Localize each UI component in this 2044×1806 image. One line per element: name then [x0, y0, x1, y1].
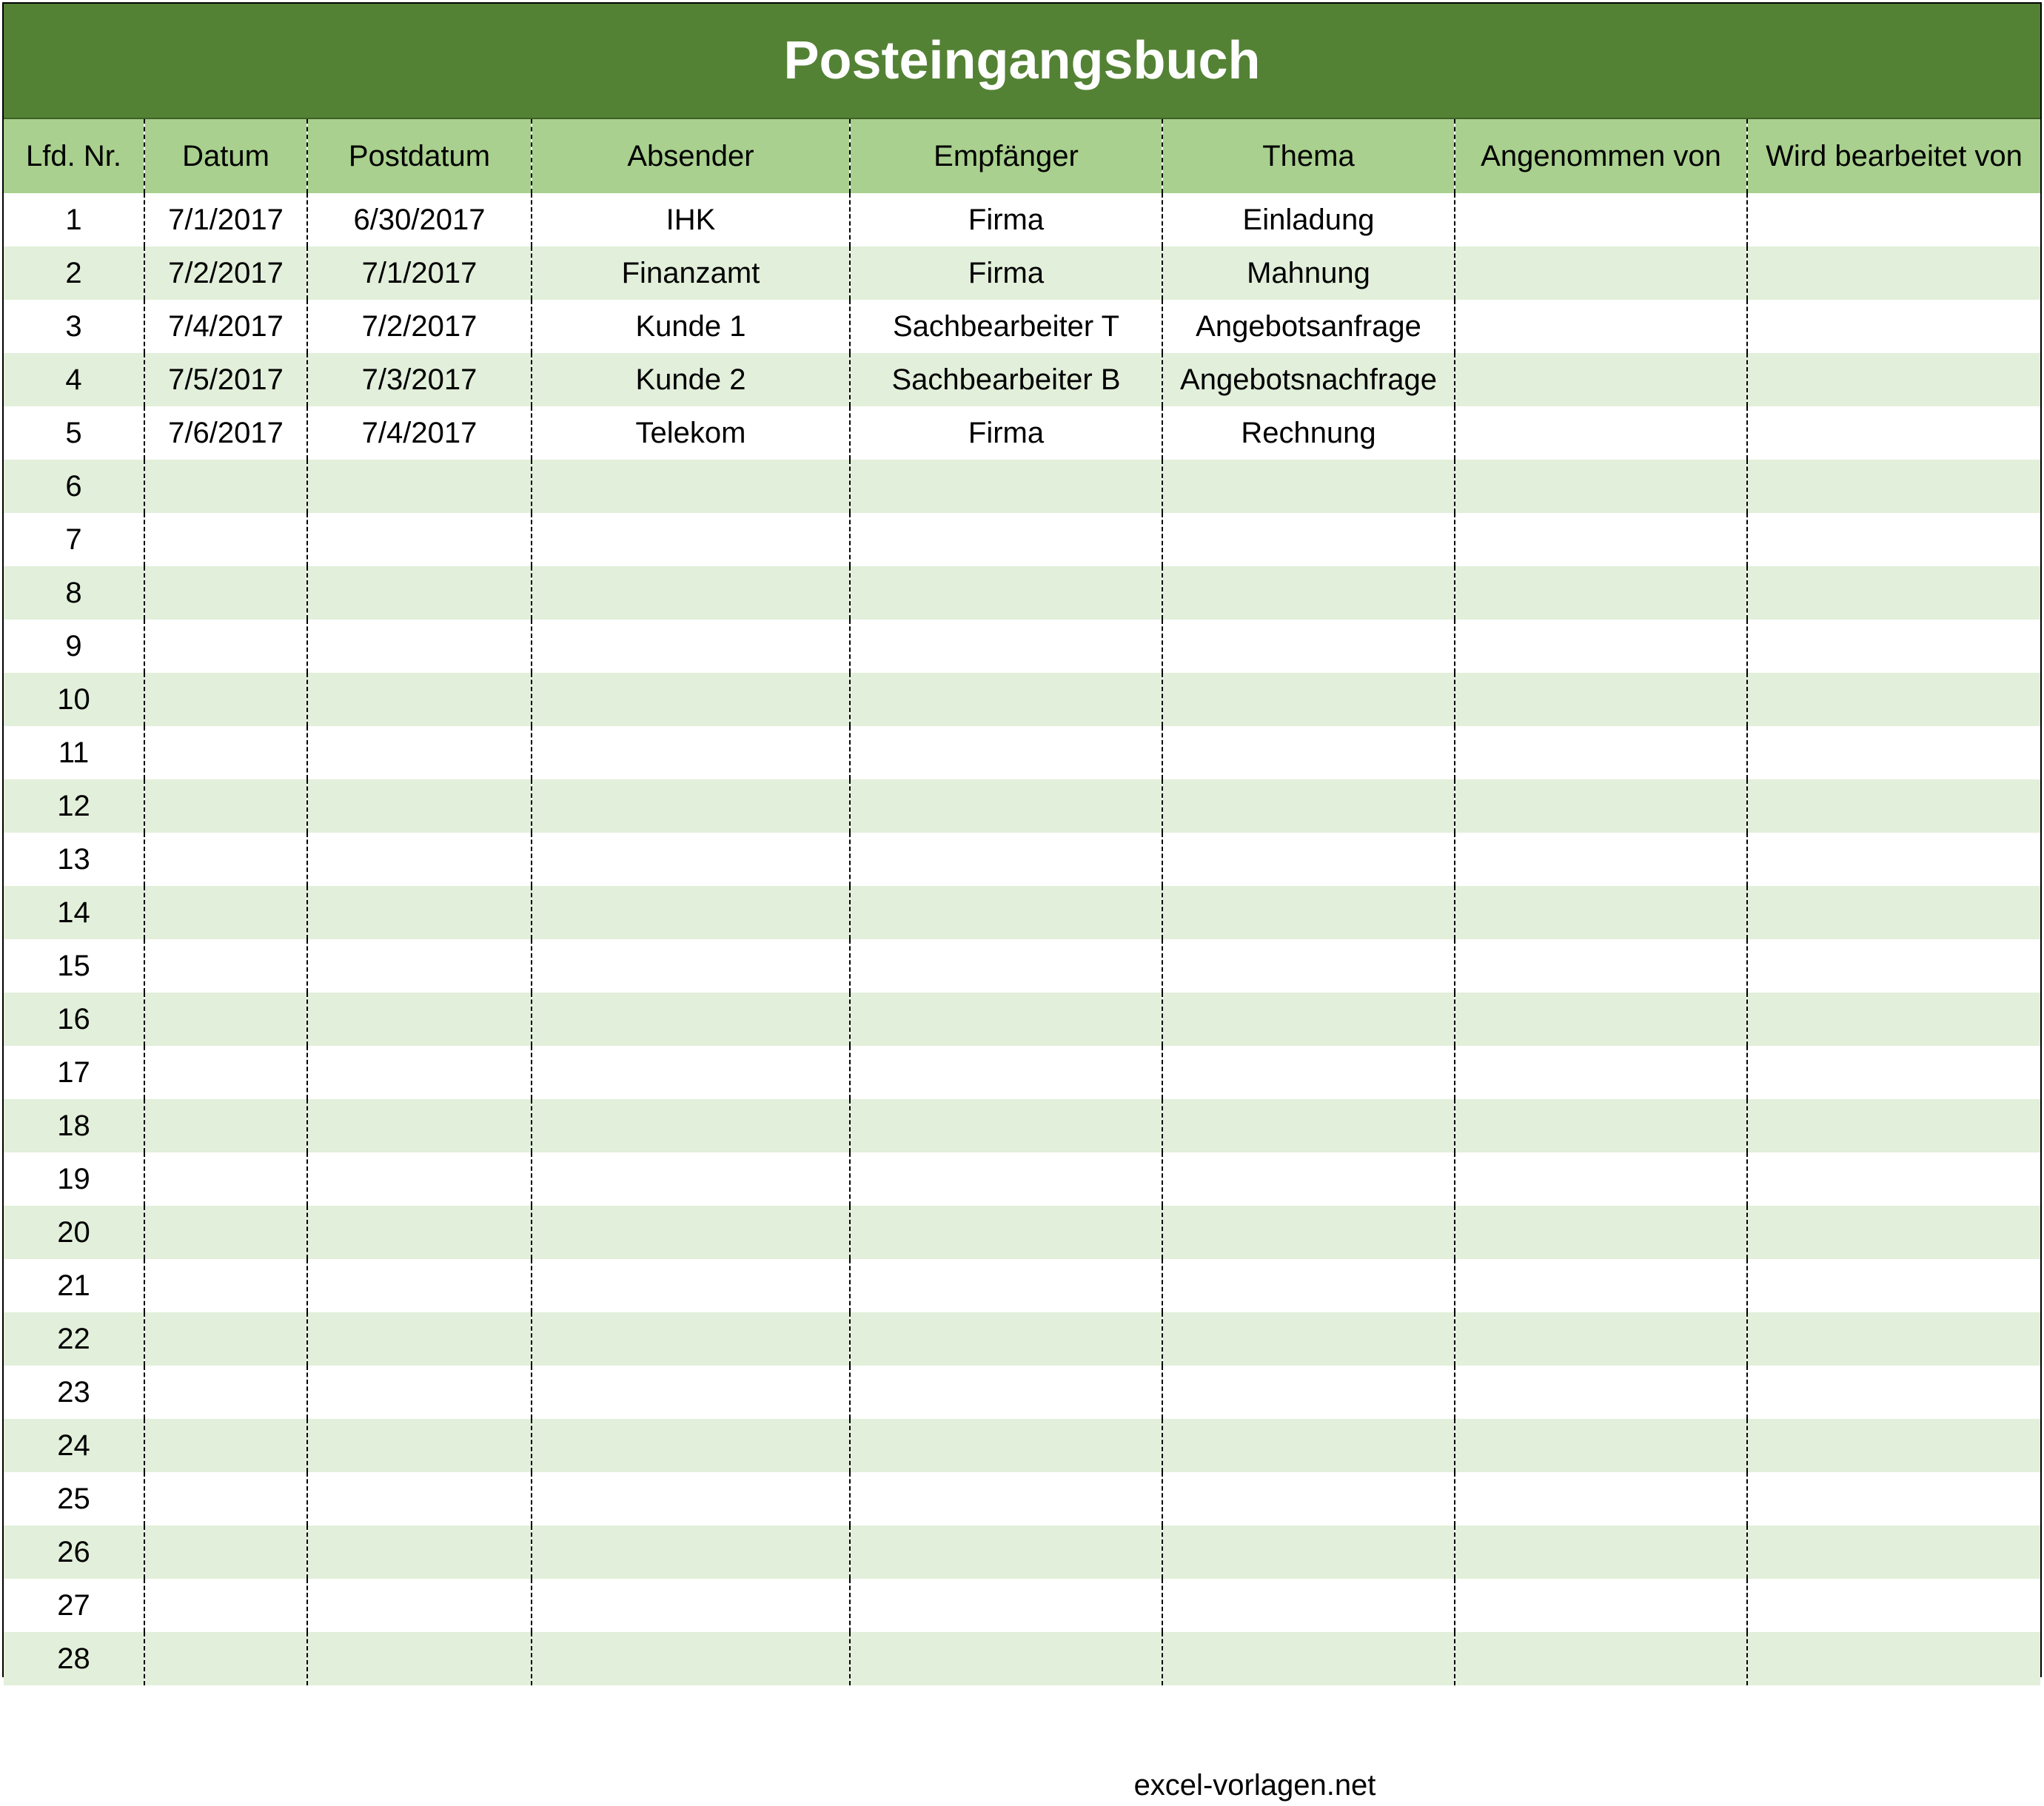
- cell-lfd-nr[interactable]: 20: [4, 1206, 144, 1259]
- cell-angenommen-von[interactable]: [1455, 1152, 1747, 1206]
- cell-empfaenger[interactable]: [850, 1259, 1162, 1312]
- table-row: [4, 1206, 2040, 1259]
- cell-lfd-nr[interactable]: 25: [4, 1472, 144, 1525]
- cell-datum[interactable]: [144, 566, 307, 620]
- cell-absender[interactable]: [532, 1525, 850, 1579]
- cell-angenommen-von[interactable]: [1455, 939, 1747, 993]
- cell-wird-bearbeitet-von[interactable]: [1747, 246, 2040, 300]
- cell-thema[interactable]: Rechnung: [1162, 406, 1455, 460]
- cell-postdatum[interactable]: [307, 1099, 532, 1152]
- table-row: [4, 566, 2040, 620]
- table-row: [4, 673, 2040, 726]
- cell-angenommen-von[interactable]: [1455, 886, 1747, 939]
- cell-thema[interactable]: [1162, 1259, 1455, 1312]
- cell-postdatum[interactable]: [307, 566, 532, 620]
- cell-wird-bearbeitet-von[interactable]: [1747, 779, 2040, 833]
- cell-lfd-nr[interactable]: 5: [4, 406, 144, 460]
- cell-wird-bearbeitet-von[interactable]: [1747, 833, 2040, 886]
- table-row: [4, 993, 2040, 1046]
- cell-wird-bearbeitet-von[interactable]: [1747, 1579, 2040, 1632]
- cell-thema[interactable]: [1162, 513, 1455, 566]
- cell-postdatum[interactable]: [307, 1525, 532, 1579]
- cell-postdatum[interactable]: [307, 460, 532, 513]
- cell-empfaenger[interactable]: [850, 1152, 1162, 1206]
- cell-postdatum[interactable]: 7/3/2017: [307, 353, 532, 406]
- table-row: [4, 1312, 2040, 1366]
- cell-lfd-nr[interactable]: 18: [4, 1099, 144, 1152]
- cell-absender[interactable]: [532, 1046, 850, 1099]
- cell-absender[interactable]: [532, 1259, 850, 1312]
- table-row: [4, 939, 2040, 993]
- cell-datum[interactable]: [144, 1525, 307, 1579]
- cell-absender[interactable]: [532, 886, 850, 939]
- cell-thema[interactable]: [1162, 620, 1455, 673]
- cell-empfaenger[interactable]: [850, 1099, 1162, 1152]
- cell-postdatum[interactable]: [307, 939, 532, 993]
- cell-angenommen-von[interactable]: [1455, 673, 1747, 726]
- cell-absender[interactable]: [532, 1632, 850, 1685]
- cell-postdatum[interactable]: [307, 673, 532, 726]
- cell-empfaenger[interactable]: [850, 566, 1162, 620]
- cell-absender[interactable]: [532, 1312, 850, 1366]
- cell-empfaenger[interactable]: [850, 620, 1162, 673]
- cell-wird-bearbeitet-von[interactable]: [1747, 300, 2040, 353]
- cell-postdatum[interactable]: [307, 1206, 532, 1259]
- cell-datum[interactable]: [144, 1472, 307, 1525]
- cell-postdatum[interactable]: [307, 1152, 532, 1206]
- cell-absender[interactable]: [532, 1419, 850, 1472]
- table-row: [4, 1099, 2040, 1152]
- cell-thema[interactable]: [1162, 939, 1455, 993]
- table-row: [4, 620, 2040, 673]
- cell-angenommen-von[interactable]: [1455, 1099, 1747, 1152]
- cell-lfd-nr[interactable]: 6: [4, 460, 144, 513]
- table-row: [4, 1259, 2040, 1312]
- cell-thema[interactable]: [1162, 460, 1455, 513]
- cell-angenommen-von[interactable]: [1455, 993, 1747, 1046]
- cell-lfd-nr[interactable]: 27: [4, 1579, 144, 1632]
- cell-datum[interactable]: [144, 1366, 307, 1419]
- cell-angenommen-von[interactable]: [1455, 1579, 1747, 1632]
- cell-lfd-nr[interactable]: 24: [4, 1419, 144, 1472]
- cell-empfaenger[interactable]: [850, 513, 1162, 566]
- cell-angenommen-von[interactable]: [1455, 779, 1747, 833]
- cell-lfd-nr[interactable]: 9: [4, 620, 144, 673]
- column-header-postdatum[interactable]: Postdatum: [307, 119, 532, 193]
- cell-empfaenger[interactable]: [850, 1579, 1162, 1632]
- cell-lfd-nr[interactable]: 4: [4, 353, 144, 406]
- cell-datum[interactable]: [144, 1099, 307, 1152]
- table-row: [4, 246, 2040, 300]
- cell-empfaenger[interactable]: [850, 1525, 1162, 1579]
- cell-datum[interactable]: [144, 1579, 307, 1632]
- cell-postdatum[interactable]: [307, 1366, 532, 1419]
- cell-angenommen-von[interactable]: [1455, 1419, 1747, 1472]
- cell-angenommen-von[interactable]: [1455, 1472, 1747, 1525]
- cell-absender[interactable]: Kunde 1: [532, 300, 850, 353]
- cell-empfaenger[interactable]: [850, 779, 1162, 833]
- cell-postdatum[interactable]: 7/1/2017: [307, 246, 532, 300]
- table-row: [4, 1152, 2040, 1206]
- table-row: [4, 1579, 2040, 1632]
- cell-empfaenger[interactable]: [850, 1366, 1162, 1419]
- table-row: [4, 779, 2040, 833]
- cell-wird-bearbeitet-von[interactable]: [1747, 1525, 2040, 1579]
- cell-empfaenger[interactable]: [850, 1312, 1162, 1366]
- table-row: [4, 460, 2040, 513]
- cell-postdatum[interactable]: [307, 993, 532, 1046]
- cell-lfd-nr[interactable]: 19: [4, 1152, 144, 1206]
- table-row: [4, 300, 2040, 353]
- table-row: [4, 353, 2040, 406]
- cell-angenommen-von[interactable]: [1455, 1206, 1747, 1259]
- cell-postdatum[interactable]: 7/2/2017: [307, 300, 532, 353]
- cell-empfaenger[interactable]: [850, 726, 1162, 779]
- cell-lfd-nr[interactable]: 17: [4, 1046, 144, 1099]
- table-row: [4, 886, 2040, 939]
- cell-absender[interactable]: [532, 673, 850, 726]
- cell-wird-bearbeitet-von[interactable]: [1747, 1152, 2040, 1206]
- table-row: [4, 193, 2040, 246]
- column-header-absender[interactable]: Absender: [532, 119, 850, 193]
- cell-absender[interactable]: [532, 620, 850, 673]
- cell-absender[interactable]: [532, 513, 850, 566]
- cell-absender[interactable]: IHK: [532, 193, 850, 246]
- cell-wird-bearbeitet-von[interactable]: [1747, 460, 2040, 513]
- cell-thema[interactable]: [1162, 726, 1455, 779]
- cell-absender[interactable]: [532, 779, 850, 833]
- cell-thema[interactable]: [1162, 1419, 1455, 1472]
- cell-lfd-nr[interactable]: 23: [4, 1366, 144, 1419]
- table-row: [4, 1419, 2040, 1472]
- header-row: [4, 119, 2040, 193]
- cell-absender[interactable]: [532, 1152, 850, 1206]
- cell-thema[interactable]: [1162, 886, 1455, 939]
- cell-datum[interactable]: [144, 620, 307, 673]
- cell-angenommen-von[interactable]: [1455, 833, 1747, 886]
- cell-absender[interactable]: [532, 1579, 850, 1632]
- cell-postdatum[interactable]: [307, 1046, 532, 1099]
- cell-angenommen-von[interactable]: [1455, 300, 1747, 353]
- posteingangsbuch-sheet: [2, 2, 2042, 1677]
- cell-datum[interactable]: [144, 1206, 307, 1259]
- cell-lfd-nr[interactable]: 7: [4, 513, 144, 566]
- cell-lfd-nr[interactable]: 21: [4, 1259, 144, 1312]
- cell-thema[interactable]: [1162, 566, 1455, 620]
- cell-postdatum[interactable]: [307, 886, 532, 939]
- cell-thema[interactable]: [1162, 1525, 1455, 1579]
- cell-postdatum[interactable]: [307, 833, 532, 886]
- cell-wird-bearbeitet-von[interactable]: [1747, 1259, 2040, 1312]
- cell-empfaenger[interactable]: [850, 1472, 1162, 1525]
- table-row: [4, 406, 2040, 460]
- cell-angenommen-von[interactable]: [1455, 566, 1747, 620]
- cell-lfd-nr[interactable]: 2: [4, 246, 144, 300]
- cell-datum[interactable]: [144, 726, 307, 779]
- cell-absender[interactable]: [532, 566, 850, 620]
- cell-lfd-nr[interactable]: 11: [4, 726, 144, 779]
- cell-thema[interactable]: Angebotsanfrage: [1162, 300, 1455, 353]
- cell-datum[interactable]: [144, 993, 307, 1046]
- cell-empfaenger[interactable]: [850, 1419, 1162, 1472]
- cell-postdatum[interactable]: [307, 1632, 532, 1685]
- cell-postdatum[interactable]: [307, 726, 532, 779]
- cell-thema[interactable]: [1162, 1046, 1455, 1099]
- cell-wird-bearbeitet-von[interactable]: [1747, 1312, 2040, 1366]
- cell-thema[interactable]: [1162, 833, 1455, 886]
- cell-thema[interactable]: [1162, 1099, 1455, 1152]
- cell-wird-bearbeitet-von[interactable]: [1747, 993, 2040, 1046]
- cell-absender[interactable]: [532, 833, 850, 886]
- column-header-lfd-nr[interactable]: Lfd. Nr.: [4, 119, 144, 193]
- cell-thema[interactable]: [1162, 779, 1455, 833]
- cell-angenommen-von[interactable]: [1455, 1632, 1747, 1685]
- column-header-wird-bearbeitet-von[interactable]: Wird bearbeitet von: [1747, 119, 2040, 193]
- cell-thema[interactable]: [1162, 1579, 1455, 1632]
- cell-empfaenger[interactable]: Firma: [850, 246, 1162, 300]
- cell-angenommen-von[interactable]: [1455, 460, 1747, 513]
- cell-wird-bearbeitet-von[interactable]: [1747, 1419, 2040, 1472]
- cell-angenommen-von[interactable]: [1455, 620, 1747, 673]
- cell-datum[interactable]: 7/6/2017: [144, 406, 307, 460]
- cell-postdatum[interactable]: [307, 1472, 532, 1525]
- cell-lfd-nr[interactable]: 14: [4, 886, 144, 939]
- cell-absender[interactable]: Telekom: [532, 406, 850, 460]
- cell-lfd-nr[interactable]: 1: [4, 193, 144, 246]
- cell-absender[interactable]: [532, 1206, 850, 1259]
- cell-wird-bearbeitet-von[interactable]: [1747, 1366, 2040, 1419]
- cell-lfd-nr[interactable]: 12: [4, 779, 144, 833]
- column-header-empfaenger[interactable]: Empfänger: [850, 119, 1162, 193]
- footer-source-text: excel-vorlagen.net: [1133, 1769, 1376, 1802]
- table-row: [4, 1366, 2040, 1419]
- cell-empfaenger[interactable]: Firma: [850, 193, 1162, 246]
- cell-wird-bearbeitet-von[interactable]: [1747, 353, 2040, 406]
- cell-empfaenger[interactable]: Firma: [850, 406, 1162, 460]
- cell-datum[interactable]: [144, 939, 307, 993]
- cell-angenommen-von[interactable]: [1455, 1366, 1747, 1419]
- cell-wird-bearbeitet-von[interactable]: [1747, 193, 2040, 246]
- cell-empfaenger[interactable]: [850, 993, 1162, 1046]
- cell-postdatum[interactable]: [307, 513, 532, 566]
- cell-angenommen-von[interactable]: [1455, 726, 1747, 779]
- cell-lfd-nr[interactable]: 28: [4, 1632, 144, 1685]
- cell-datum[interactable]: [144, 1152, 307, 1206]
- column-header-thema[interactable]: Thema: [1162, 119, 1455, 193]
- cell-absender[interactable]: [532, 993, 850, 1046]
- cell-thema[interactable]: [1162, 1312, 1455, 1366]
- cell-angenommen-von[interactable]: [1455, 353, 1747, 406]
- cell-absender[interactable]: [532, 1099, 850, 1152]
- cell-postdatum[interactable]: [307, 620, 532, 673]
- cell-datum[interactable]: [144, 513, 307, 566]
- cell-absender[interactable]: Finanzamt: [532, 246, 850, 300]
- column-header-angenommen-von[interactable]: Angenommen von: [1455, 119, 1747, 193]
- cell-empfaenger[interactable]: [850, 460, 1162, 513]
- cell-empfaenger[interactable]: [850, 886, 1162, 939]
- cell-angenommen-von[interactable]: [1455, 246, 1747, 300]
- cell-wird-bearbeitet-von[interactable]: [1747, 1046, 2040, 1099]
- cell-wird-bearbeitet-von[interactable]: [1747, 939, 2040, 993]
- cell-wird-bearbeitet-von[interactable]: [1747, 673, 2040, 726]
- cell-wird-bearbeitet-von[interactable]: [1747, 1472, 2040, 1525]
- cell-datum[interactable]: 7/5/2017: [144, 353, 307, 406]
- cell-datum[interactable]: [144, 1419, 307, 1472]
- cell-datum[interactable]: [144, 1312, 307, 1366]
- cell-wird-bearbeitet-von[interactable]: [1747, 620, 2040, 673]
- cell-thema[interactable]: [1162, 673, 1455, 726]
- cell-wird-bearbeitet-von[interactable]: [1747, 1099, 2040, 1152]
- cell-postdatum[interactable]: 6/30/2017: [307, 193, 532, 246]
- cell-datum[interactable]: [144, 833, 307, 886]
- cell-wird-bearbeitet-von[interactable]: [1747, 513, 2040, 566]
- cell-absender[interactable]: [532, 1366, 850, 1419]
- cell-thema[interactable]: Einladung: [1162, 193, 1455, 246]
- cell-wird-bearbeitet-von[interactable]: [1747, 886, 2040, 939]
- table-row: [4, 1046, 2040, 1099]
- cell-postdatum[interactable]: [307, 1312, 532, 1366]
- cell-angenommen-von[interactable]: [1455, 193, 1747, 246]
- cell-angenommen-von[interactable]: [1455, 1259, 1747, 1312]
- cell-datum[interactable]: 7/4/2017: [144, 300, 307, 353]
- cell-wird-bearbeitet-von[interactable]: [1747, 726, 2040, 779]
- cell-postdatum[interactable]: [307, 1259, 532, 1312]
- cell-wird-bearbeitet-von[interactable]: [1747, 566, 2040, 620]
- cell-empfaenger[interactable]: Sachbearbeiter B: [850, 353, 1162, 406]
- table-row: [4, 833, 2040, 886]
- cell-datum[interactable]: [144, 1259, 307, 1312]
- cell-wird-bearbeitet-von[interactable]: [1747, 1632, 2040, 1685]
- cell-empfaenger[interactable]: Sachbearbeiter T: [850, 300, 1162, 353]
- cell-datum[interactable]: [144, 779, 307, 833]
- cell-postdatum[interactable]: [307, 1419, 532, 1472]
- cell-lfd-nr[interactable]: 10: [4, 673, 144, 726]
- cell-empfaenger[interactable]: [850, 1046, 1162, 1099]
- cell-angenommen-von[interactable]: [1455, 1525, 1747, 1579]
- cell-lfd-nr[interactable]: 26: [4, 1525, 144, 1579]
- cell-angenommen-von[interactable]: [1455, 513, 1747, 566]
- cell-datum[interactable]: [144, 460, 307, 513]
- cell-empfaenger[interactable]: [850, 1206, 1162, 1259]
- cell-datum[interactable]: [144, 886, 307, 939]
- cell-empfaenger[interactable]: [850, 673, 1162, 726]
- cell-lfd-nr[interactable]: 22: [4, 1312, 144, 1366]
- table-row: [4, 1472, 2040, 1525]
- cell-absender[interactable]: [532, 726, 850, 779]
- table-row: [4, 726, 2040, 779]
- cell-wird-bearbeitet-von[interactable]: [1747, 1206, 2040, 1259]
- cell-datum[interactable]: 7/2/2017: [144, 246, 307, 300]
- cell-postdatum[interactable]: [307, 1579, 532, 1632]
- cell-thema[interactable]: [1162, 1632, 1455, 1685]
- cell-postdatum[interactable]: [307, 779, 532, 833]
- cell-datum[interactable]: [144, 1046, 307, 1099]
- cell-thema[interactable]: [1162, 1472, 1455, 1525]
- cell-lfd-nr[interactable]: 3: [4, 300, 144, 353]
- column-header-datum[interactable]: Datum: [144, 119, 307, 193]
- cell-lfd-nr[interactable]: 16: [4, 993, 144, 1046]
- cell-datum[interactable]: [144, 673, 307, 726]
- cell-thema[interactable]: [1162, 993, 1455, 1046]
- cell-empfaenger[interactable]: [850, 939, 1162, 993]
- cell-absender[interactable]: [532, 460, 850, 513]
- cell-lfd-nr[interactable]: 8: [4, 566, 144, 620]
- cell-lfd-nr[interactable]: 13: [4, 833, 144, 886]
- cell-angenommen-von[interactable]: [1455, 1046, 1747, 1099]
- sheet-title: Posteingangsbuch: [4, 4, 2040, 119]
- cell-absender[interactable]: [532, 939, 850, 993]
- cell-angenommen-von[interactable]: [1455, 406, 1747, 460]
- cell-thema[interactable]: Angebotsnachfrage: [1162, 353, 1455, 406]
- table-row: [4, 513, 2040, 566]
- cell-absender[interactable]: [532, 1472, 850, 1525]
- table-row: [4, 1525, 2040, 1579]
- cell-lfd-nr[interactable]: 15: [4, 939, 144, 993]
- table-row: [4, 1632, 2040, 1685]
- cell-thema[interactable]: [1162, 1152, 1455, 1206]
- cell-wird-bearbeitet-von[interactable]: [1747, 406, 2040, 460]
- cell-angenommen-von[interactable]: [1455, 1312, 1747, 1366]
- cell-thema[interactable]: [1162, 1206, 1455, 1259]
- cell-empfaenger[interactable]: [850, 1632, 1162, 1685]
- cell-thema[interactable]: [1162, 1366, 1455, 1419]
- cell-empfaenger[interactable]: [850, 833, 1162, 886]
- cell-datum[interactable]: 7/1/2017: [144, 193, 307, 246]
- cell-thema[interactable]: Mahnung: [1162, 246, 1455, 300]
- cell-datum[interactable]: [144, 1632, 307, 1685]
- mail-log-table: [4, 119, 2040, 1685]
- cell-postdatum[interactable]: 7/4/2017: [307, 406, 532, 460]
- cell-absender[interactable]: Kunde 2: [532, 353, 850, 406]
